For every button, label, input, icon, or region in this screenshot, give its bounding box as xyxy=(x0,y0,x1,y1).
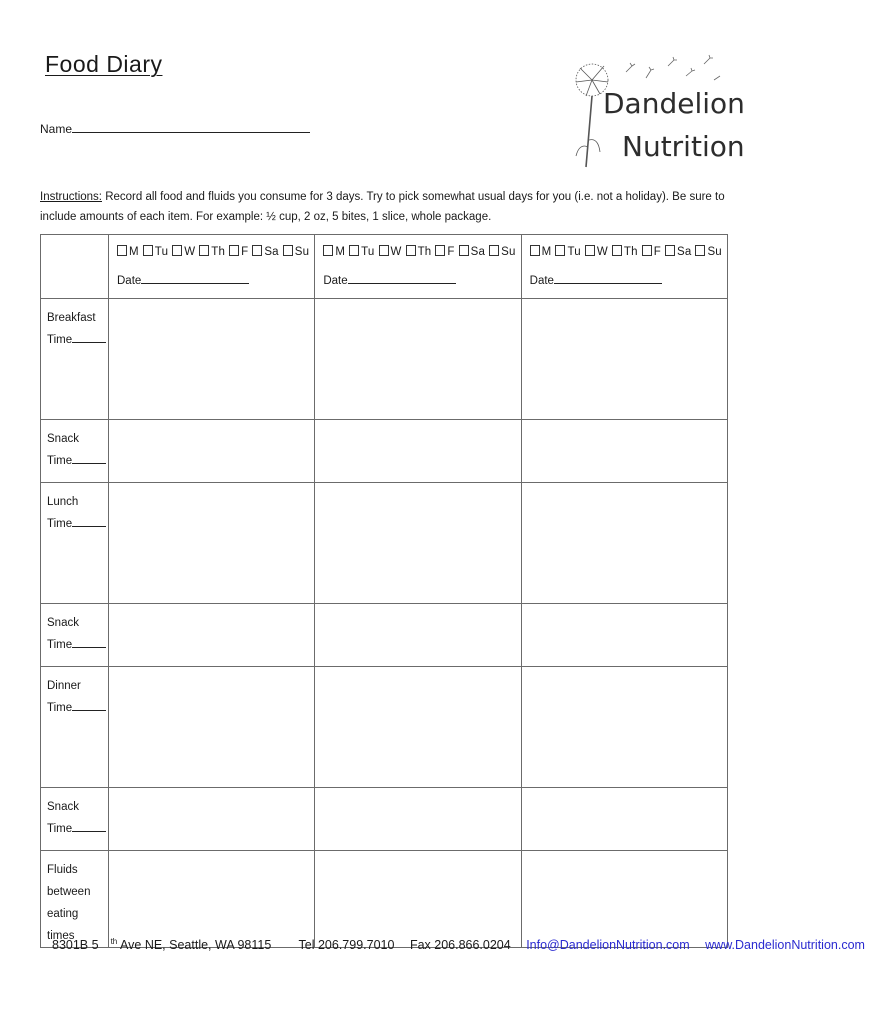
day-option[interactable]: F xyxy=(435,246,454,258)
checkbox-icon[interactable] xyxy=(585,245,595,256)
entry-cell[interactable] xyxy=(109,788,315,851)
meal-row-breakfast xyxy=(41,299,728,420)
checkbox-icon[interactable] xyxy=(199,245,209,256)
day-option[interactable]: F xyxy=(229,246,248,258)
day-option[interactable]: M xyxy=(530,246,552,258)
meal-row-dinner xyxy=(41,667,728,788)
name-label: Name xyxy=(40,122,73,136)
date-field: Date xyxy=(323,272,520,287)
day-column-1 xyxy=(109,235,315,299)
checkbox-icon[interactable] xyxy=(252,245,262,256)
checkbox-icon[interactable] xyxy=(379,245,389,256)
footer-web-link[interactable]: www.DandelionNutrition.com xyxy=(705,938,865,953)
checkbox-icon[interactable] xyxy=(143,245,153,256)
day-option[interactable]: F xyxy=(642,246,661,258)
entry-cell[interactable] xyxy=(315,851,521,948)
page-title: Food Diary xyxy=(45,51,163,77)
time-input-line[interactable] xyxy=(72,820,106,832)
checkbox-icon[interactable] xyxy=(349,245,359,256)
checkbox-icon[interactable] xyxy=(229,245,239,256)
entry-cell[interactable] xyxy=(521,604,727,667)
checkbox-icon[interactable] xyxy=(117,245,127,256)
meal-label-cell: Dinner Time xyxy=(41,667,109,788)
day-checkboxes xyxy=(530,245,727,258)
entry-cell[interactable] xyxy=(109,299,315,420)
logo-text-line2: Nutrition xyxy=(622,130,745,163)
instructions-label: Instructions: xyxy=(40,191,102,203)
checkbox-icon[interactable] xyxy=(172,245,182,256)
checkbox-icon[interactable] xyxy=(555,245,565,256)
time-input-line[interactable] xyxy=(72,699,106,711)
footer-tel: Tel 206.799.7010 xyxy=(298,938,395,953)
entry-cell[interactable] xyxy=(521,667,727,788)
dandelion-logo xyxy=(566,52,745,170)
day-checkboxes xyxy=(323,245,520,258)
day-option[interactable]: Su xyxy=(489,246,515,258)
entry-cell[interactable] xyxy=(315,667,521,788)
time-input-line[interactable] xyxy=(72,515,106,527)
floating-seeds-icon xyxy=(616,52,726,92)
meal-row-snack-3 xyxy=(41,788,728,851)
day-option[interactable]: Th xyxy=(612,246,638,258)
day-option[interactable]: M xyxy=(323,246,345,258)
meal-label-cell: Snack Time xyxy=(41,788,109,851)
entry-cell[interactable] xyxy=(109,667,315,788)
time-input-line[interactable] xyxy=(72,636,106,648)
meal-label-cell: Snack Time xyxy=(41,420,109,483)
entry-cell[interactable] xyxy=(521,299,727,420)
day-option[interactable]: Sa xyxy=(459,246,485,258)
entry-cell[interactable] xyxy=(521,788,727,851)
entry-cell[interactable] xyxy=(109,851,315,948)
checkbox-icon[interactable] xyxy=(612,245,622,256)
day-option[interactable]: W xyxy=(585,246,608,258)
entry-cell[interactable] xyxy=(315,420,521,483)
checkbox-icon[interactable] xyxy=(283,245,293,256)
day-option[interactable]: Su xyxy=(695,246,721,258)
footer-email-link[interactable]: Info@DandelionNutrition.com xyxy=(526,938,690,953)
entry-cell[interactable] xyxy=(315,299,521,420)
meal-row-snack-2 xyxy=(41,604,728,667)
checkbox-icon[interactable] xyxy=(323,245,333,256)
food-diary-table xyxy=(40,234,728,948)
footer-address: 8301B 5 $^{th}$ Ave NE, Seattle, WA 98115 xyxy=(52,937,272,953)
day-option[interactable]: Tu xyxy=(349,246,374,258)
day-option[interactable]: W xyxy=(379,246,402,258)
logo-text-line1: Dandelion xyxy=(603,87,745,120)
day-option[interactable]: Tu xyxy=(143,246,168,258)
meal-row-lunch xyxy=(41,483,728,604)
corner-cell xyxy=(41,235,109,299)
checkbox-icon[interactable] xyxy=(695,245,705,256)
day-column-3 xyxy=(521,235,727,299)
entry-cell[interactable] xyxy=(521,851,727,948)
footer-fax: Fax 206.866.0204 xyxy=(409,938,511,953)
entry-cell[interactable] xyxy=(521,420,727,483)
instructions xyxy=(40,187,730,227)
day-option[interactable]: Th xyxy=(406,246,432,258)
meal-row-snack-1 xyxy=(41,420,728,483)
day-option[interactable]: Su xyxy=(283,246,309,258)
day-option[interactable]: Th xyxy=(199,246,225,258)
entry-cell[interactable] xyxy=(315,483,521,604)
entry-cell[interactable] xyxy=(109,483,315,604)
date-input-line[interactable] xyxy=(554,272,662,284)
meal-label-cell: Lunch Time xyxy=(41,483,109,604)
date-field: Date xyxy=(117,272,314,287)
fluids-label-cell: Fluids between eating times xyxy=(41,851,109,948)
date-input-line[interactable] xyxy=(348,272,456,284)
checkbox-icon[interactable] xyxy=(489,245,499,256)
time-input-line[interactable] xyxy=(72,452,106,464)
day-option[interactable]: Sa xyxy=(665,246,691,258)
instructions-text: Record all food and fluids you consume for 3 days. Try to pick somewhat usual days for you (i.e. not a holiday). Be sure to include amounts of each item. For example: ½ cup, 2 oz, 5 bites, 1 slice, whole package. xyxy=(40,191,725,223)
checkbox-icon[interactable] xyxy=(530,245,540,256)
checkbox-icon[interactable] xyxy=(435,245,445,256)
day-option[interactable]: M xyxy=(117,246,139,258)
meal-label-cell: Breakfast Time xyxy=(41,299,109,420)
day-option[interactable]: Sa xyxy=(252,246,278,258)
entry-cell[interactable] xyxy=(109,604,315,667)
day-checkboxes xyxy=(117,245,314,258)
checkbox-icon[interactable] xyxy=(459,245,469,256)
entry-cell[interactable] xyxy=(521,483,727,604)
entry-cell[interactable] xyxy=(315,604,521,667)
entry-cell[interactable] xyxy=(109,420,315,483)
time-input-line[interactable] xyxy=(72,331,106,343)
date-input-line[interactable] xyxy=(141,272,249,284)
checkbox-icon[interactable] xyxy=(642,245,652,256)
day-column-2 xyxy=(315,235,521,299)
day-option[interactable]: W xyxy=(172,246,195,258)
day-header-row xyxy=(41,235,728,299)
checkbox-icon[interactable] xyxy=(665,245,675,256)
date-field: Date xyxy=(530,272,727,287)
fluids-row xyxy=(41,851,728,948)
footer-contact xyxy=(52,937,877,952)
checkbox-icon[interactable] xyxy=(406,245,416,256)
name-field-row xyxy=(40,121,310,136)
entry-cell[interactable] xyxy=(315,788,521,851)
day-option[interactable]: Tu xyxy=(555,246,580,258)
name-input-line[interactable] xyxy=(72,121,310,133)
meal-label-cell: Snack Time xyxy=(41,604,109,667)
